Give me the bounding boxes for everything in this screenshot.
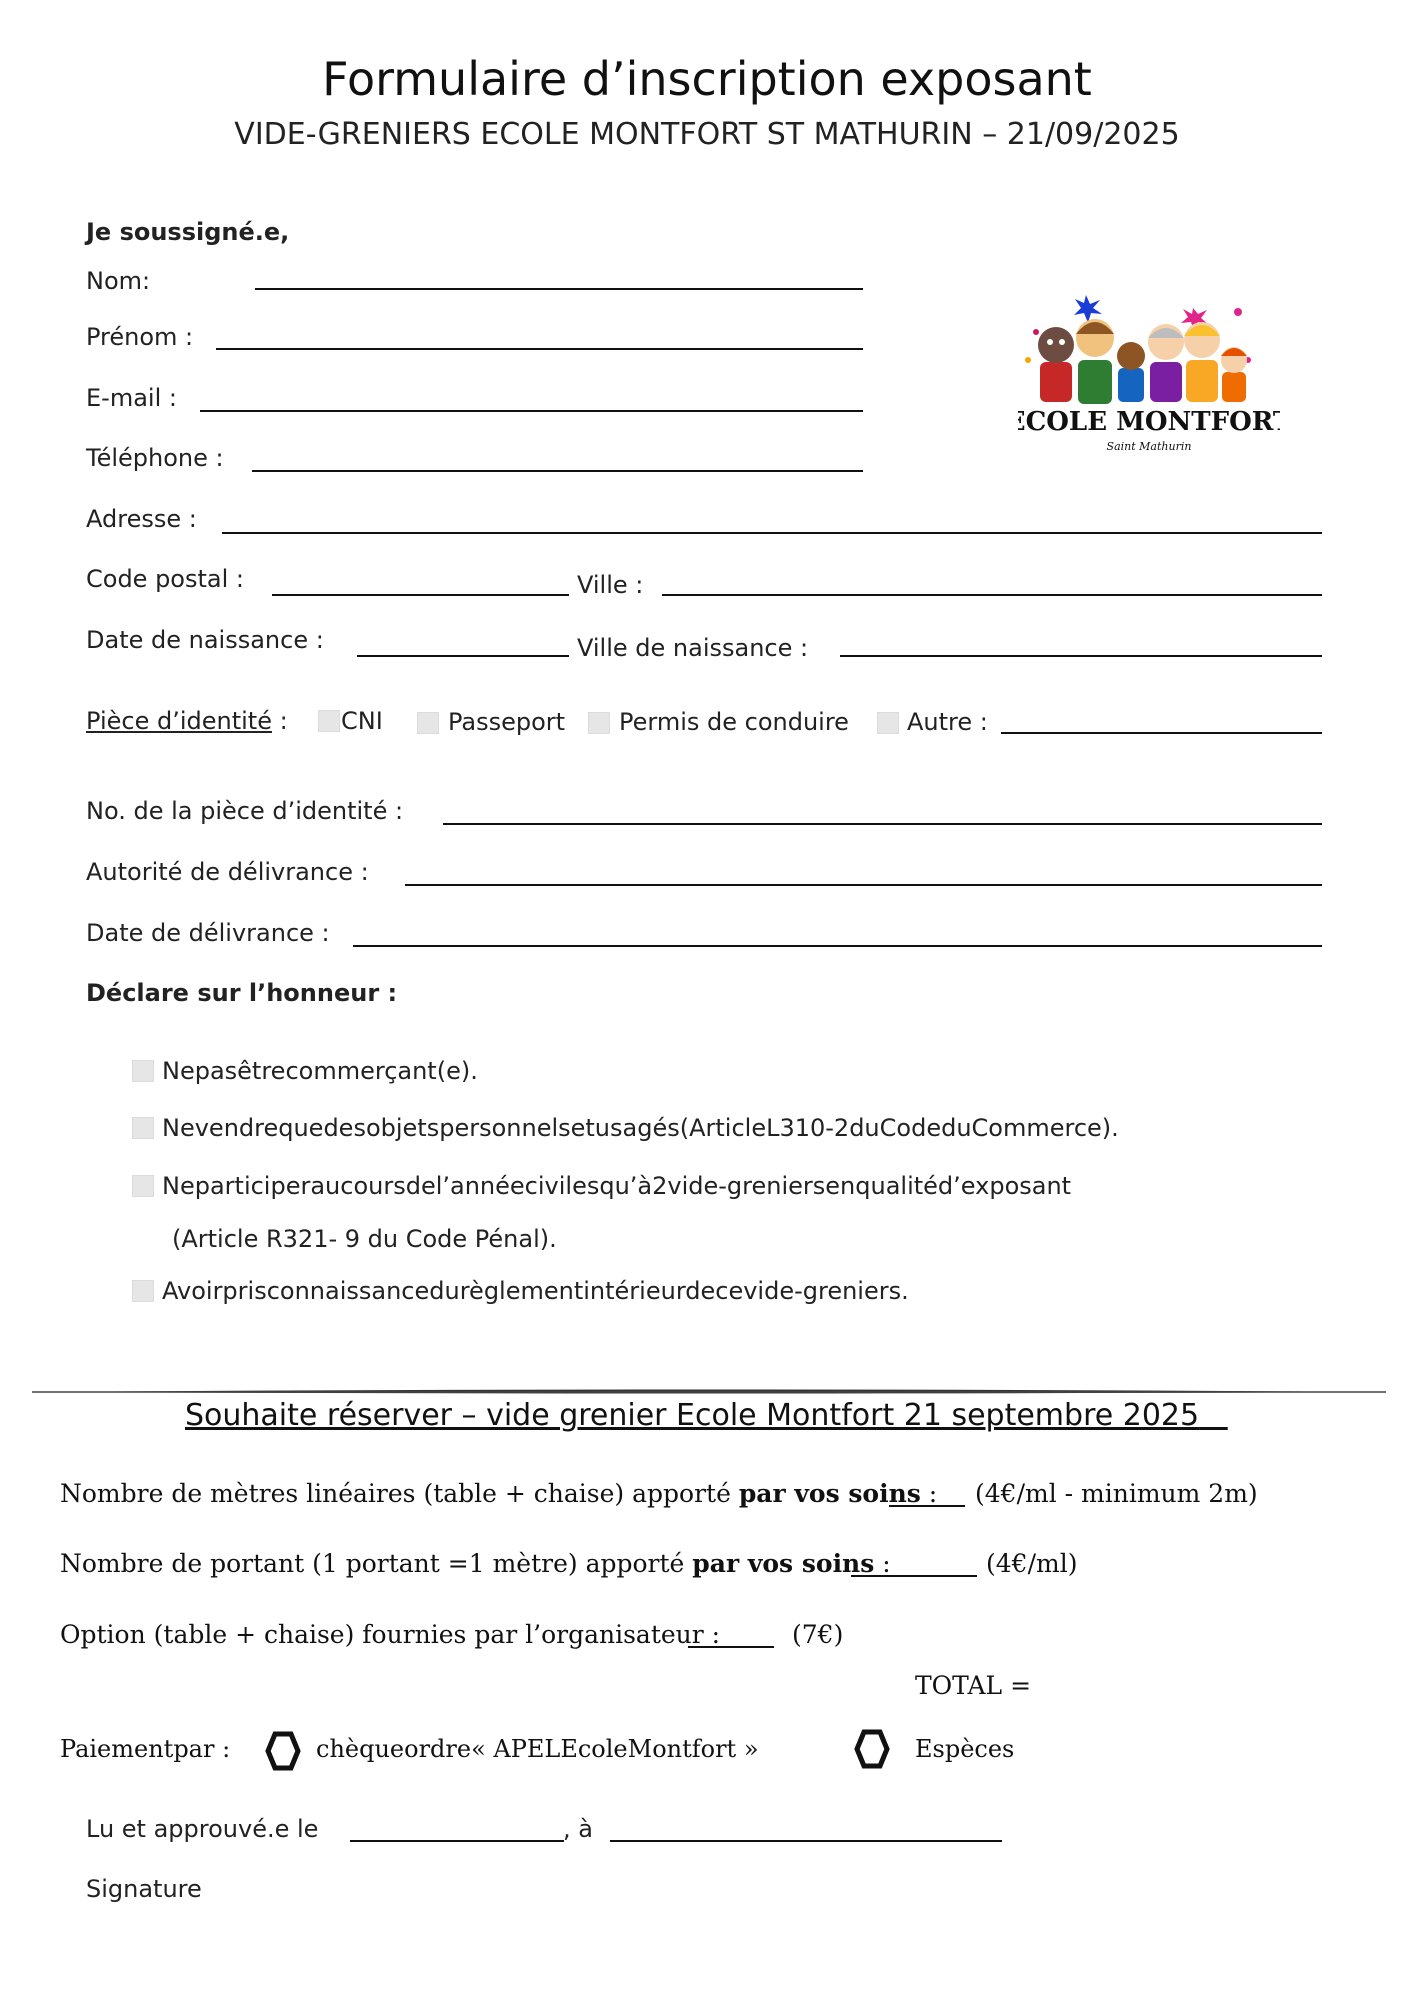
metres-lineaires-price: (4€/ml - minimum 2m) (975, 1479, 1258, 1508)
school-logo (1018, 290, 1280, 458)
declaration-checkbox-4[interactable] (132, 1280, 154, 1302)
metres-lineaires-text: Nombre de mètres linéaires (table + chaise) apporté par vos soins : (60, 1479, 938, 1508)
permis-checkbox[interactable] (588, 712, 610, 734)
numero-piece-field[interactable] (443, 823, 1322, 825)
declaration-heading: Déclare sur l’honneur : (86, 979, 398, 1007)
intro-label: Je soussigné.e, (86, 218, 290, 246)
cheque-radio-icon[interactable] (265, 1731, 301, 1771)
nom-field[interactable] (255, 288, 863, 290)
declaration-checkbox-2[interactable] (132, 1117, 154, 1139)
email-field[interactable] (200, 410, 863, 412)
especes-label: Espèces (915, 1735, 1015, 1763)
option-text: Option (table + chaise) fournies par l’organisateur : (60, 1620, 721, 1649)
date-naissance-field[interactable] (357, 655, 569, 657)
telephone-field[interactable] (252, 470, 863, 472)
code-postal-field[interactable] (272, 594, 569, 596)
permis-label: Permis de conduire (619, 708, 849, 736)
autre-label: Autre : (907, 708, 988, 736)
cni-checkbox[interactable] (318, 710, 340, 732)
total-label: TOTAL = (915, 1671, 1032, 1700)
option-price: (7€) (792, 1620, 844, 1649)
autorite-field[interactable] (405, 884, 1322, 886)
declaration-item-4: Avoirprisconnaissancedurèglementintérieurdecevide-greniers. (162, 1277, 909, 1305)
metres-lineaires-field[interactable] (889, 1505, 965, 1507)
autorite-label: Autorité de délivrance : (86, 858, 369, 886)
ville-naissance-field[interactable] (840, 655, 1322, 657)
page-subtitle: VIDE-GRENIERS ECOLE MONTFORT ST MATHURIN – 21/09/2025 (234, 117, 1180, 152)
lieu-signature-field[interactable] (610, 1840, 1002, 1842)
adresse-label: Adresse : (86, 505, 197, 533)
numero-piece-label: No. de la pièce d’identité : (86, 797, 404, 825)
logo-sub: Saint Mathurin (1106, 440, 1192, 453)
prenom-label: Prénom : (86, 323, 194, 351)
declaration-item-1: Nepasêtrecommerçant(e). (162, 1057, 478, 1085)
option-field[interactable] (688, 1646, 774, 1648)
declaration-item-3: Neparticiperaucoursdel’annéecivilesqu’à2vide-greniersenqualitéd’exposant (162, 1172, 1072, 1200)
reservation-heading: Souhaite réserver – vide grenier Ecole Montfort 21 septembre 2025 (185, 1398, 1200, 1433)
lu-approuve-label: Lu et approuvé.e le (86, 1815, 319, 1843)
nom-label: Nom: (86, 267, 151, 295)
ville-naissance-label: Ville de naissance : (577, 634, 809, 662)
declaration-checkbox-3[interactable] (132, 1175, 154, 1197)
declaration-item-3-cont: (Article R321- 9 du Code Pénal). (172, 1225, 557, 1253)
date-signature-field[interactable] (350, 1840, 564, 1842)
cni-label: CNI (341, 707, 383, 735)
ville-label: Ville : (577, 571, 644, 599)
prenom-field[interactable] (216, 348, 863, 350)
ville-field[interactable] (662, 594, 1322, 596)
cheque-label: chèqueordre« APELEcoleMontfort » (316, 1735, 759, 1763)
signature-label: Signature (86, 1875, 202, 1903)
payment-label: Paiementpar : (60, 1735, 231, 1763)
portant-field[interactable] (851, 1575, 977, 1577)
telephone-label: Téléphone : (86, 444, 224, 472)
logo-name: ECOLE MONTFORT (1018, 407, 1280, 437)
autre-checkbox[interactable] (877, 712, 899, 734)
declaration-item-2: Nevendrequedesobjetspersonnelsetusagés(ArticleL310-2duCodeduCommerce). (162, 1114, 1119, 1142)
portant-price: (4€/ml) (986, 1549, 1078, 1578)
date-delivrance-label: Date de délivrance : (86, 919, 330, 947)
declaration-checkbox-1[interactable] (132, 1060, 154, 1082)
portant-text: Nombre de portant (1 portant =1 mètre) apporté par vos soins : (60, 1549, 891, 1578)
code-postal-label: Code postal : (86, 565, 244, 593)
date-naissance-label: Date de naissance : (86, 626, 324, 654)
passeport-checkbox[interactable] (417, 712, 439, 734)
a-label: , à (563, 1815, 593, 1843)
piece-label: Pièce d’identité : (86, 707, 288, 735)
email-label: E-mail : (86, 384, 177, 412)
adresse-field[interactable] (222, 532, 1322, 534)
autre-field[interactable] (1001, 732, 1322, 734)
passeport-label: Passeport (448, 708, 566, 736)
especes-radio-icon[interactable] (854, 1729, 890, 1769)
date-delivrance-field[interactable] (353, 945, 1322, 947)
page-title: Formulaire d’inscription exposant (322, 52, 1092, 106)
